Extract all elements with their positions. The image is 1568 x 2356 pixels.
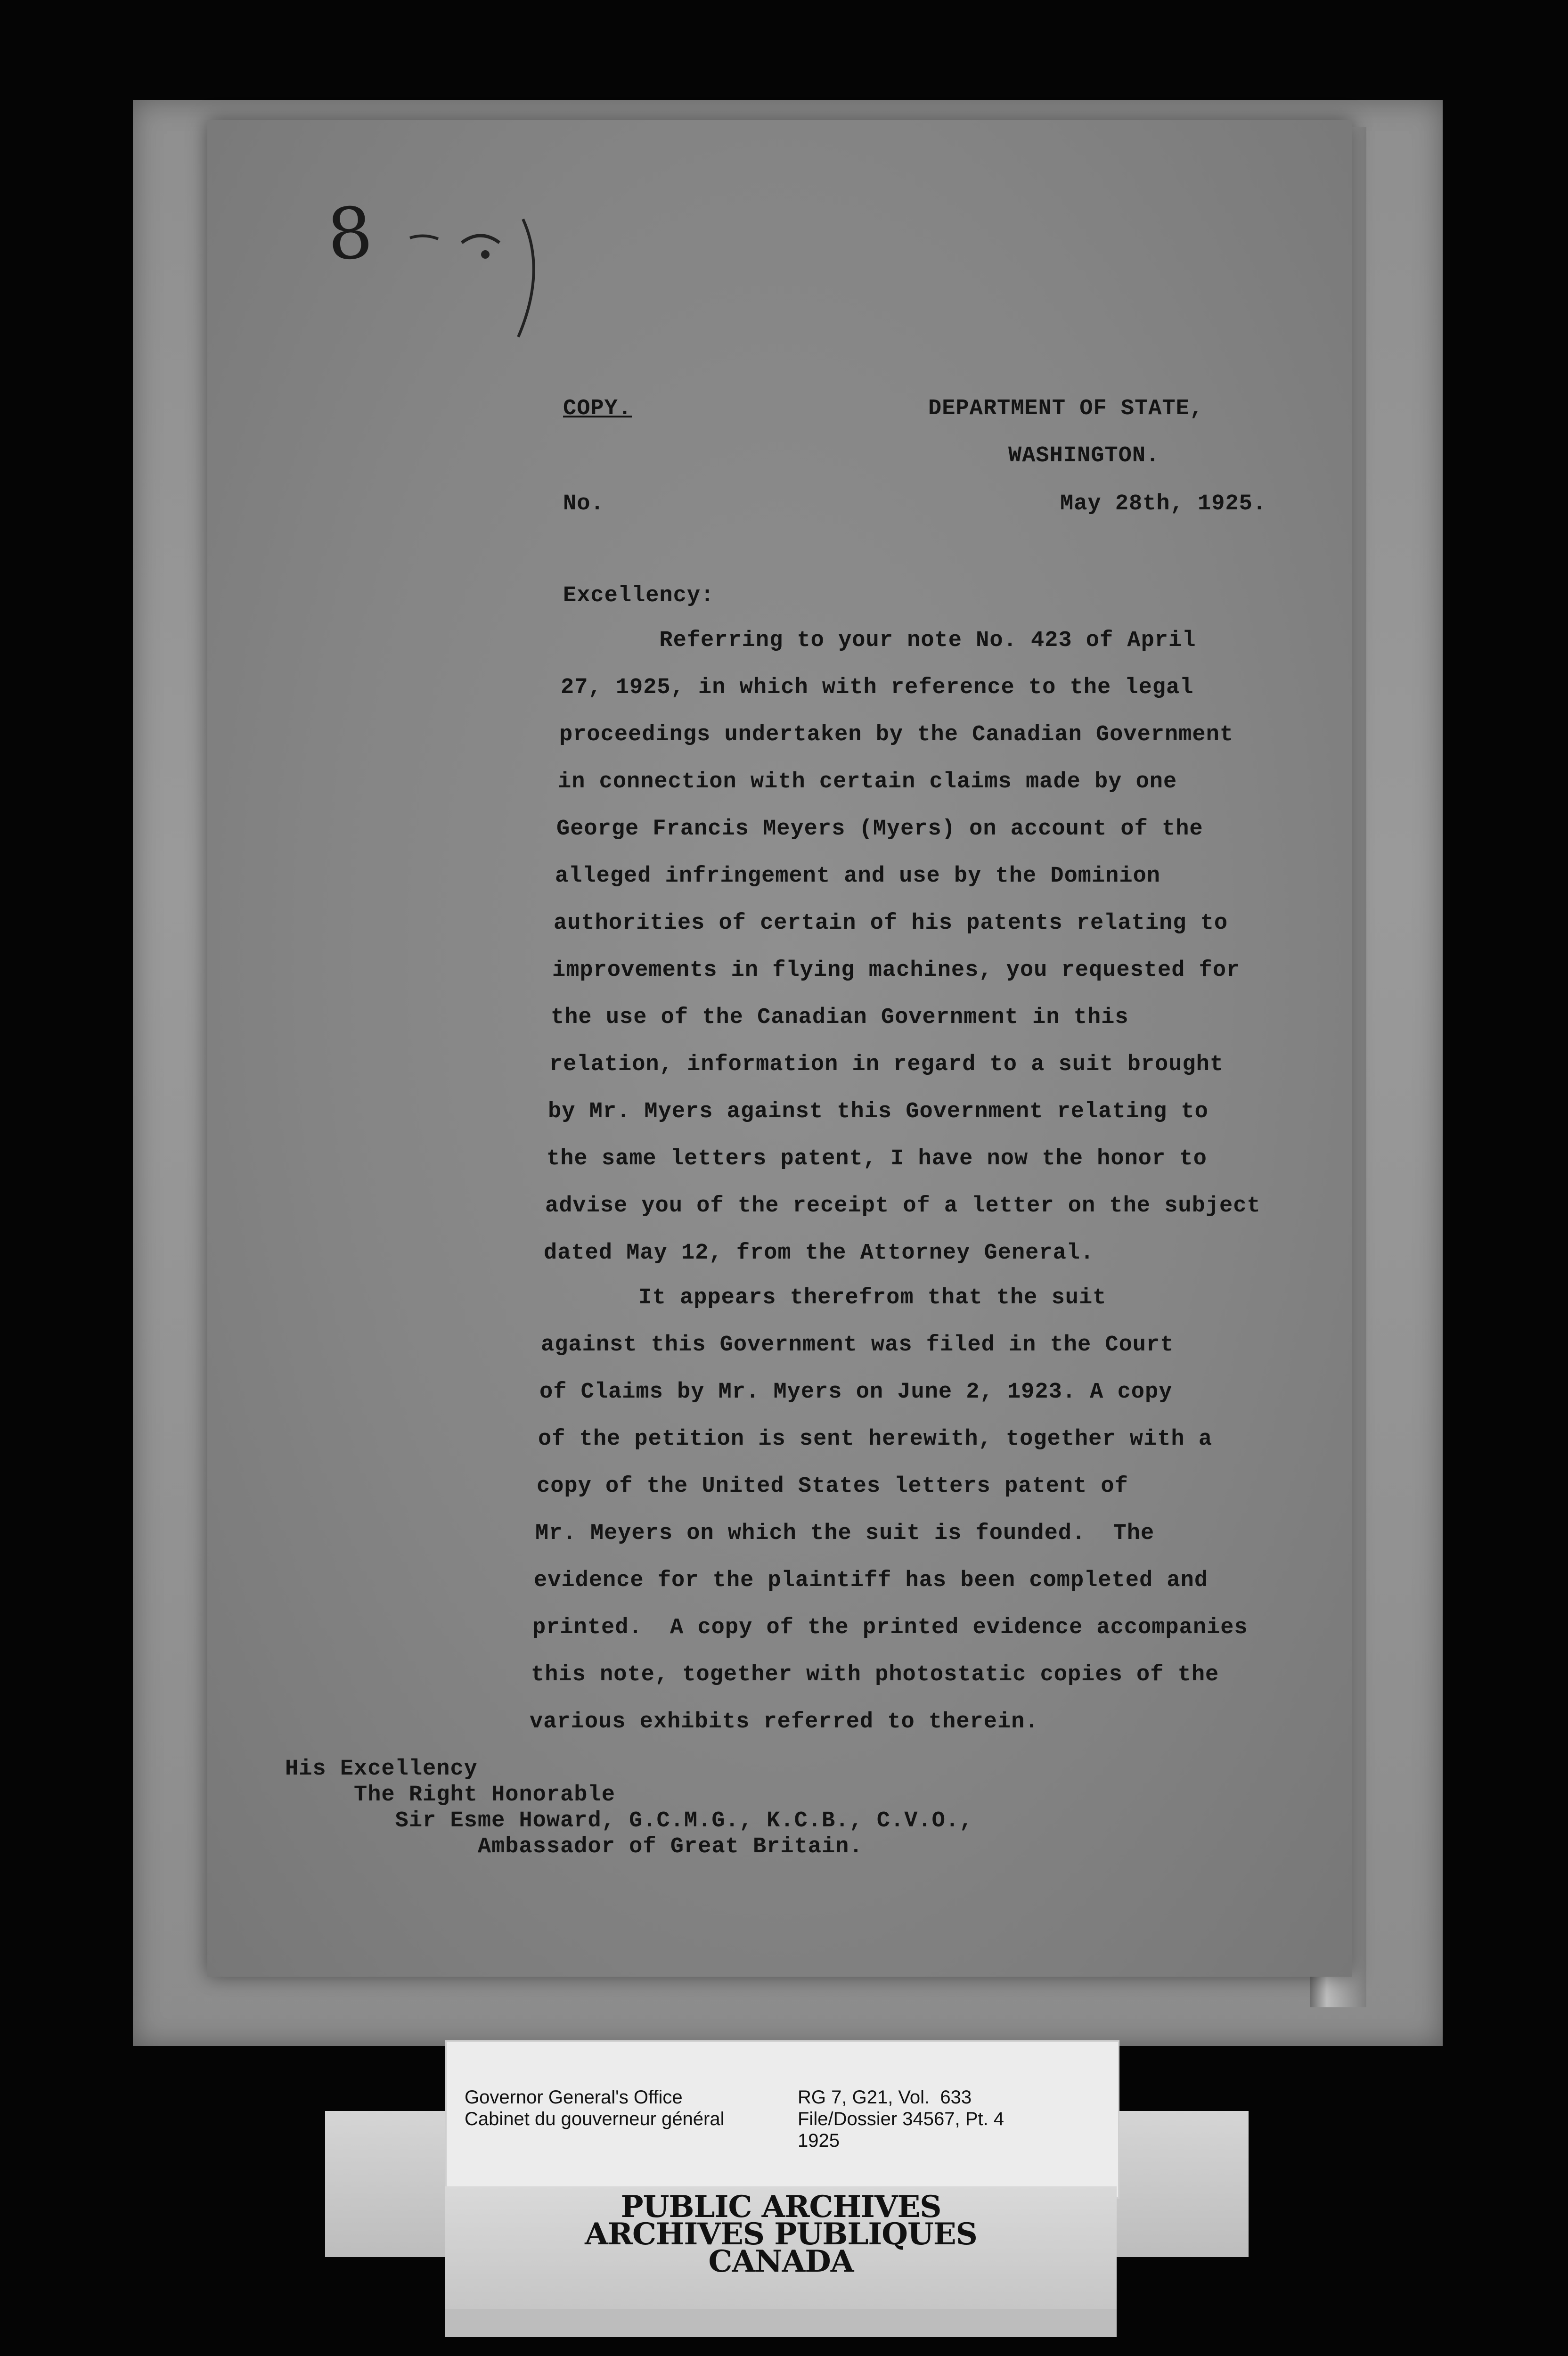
stamp-line-public-archives: PUBLIC ARCHIVES [621,2189,941,2225]
department-heading: DEPARTMENT OF STATE, [928,396,1204,421]
copy-label: COPY. [563,396,632,421]
body-line: Mr. Meyers on which the suit is founded. The [535,1521,1155,1546]
number-label: No. [563,491,604,516]
body-line: against this Government was filed in the Court [541,1333,1174,1358]
addressee-line: The Right Honorable [285,1783,615,1808]
city-heading: WASHINGTON. [1008,443,1160,468]
letter-date: May 28th, 1925. [1060,491,1267,516]
office-english: Governor General's Office [465,2087,683,2108]
body-line: the same letters patent, I have now the honor to [547,1146,1207,1171]
stamp-line-canada: CANADA [708,2244,854,2279]
body-line: copy of the United States letters patent of [537,1474,1128,1499]
body-line: of the petition is sent herewith, together with a [538,1427,1213,1452]
body-line: 27, 1925, in which with reference to the legal [561,675,1194,700]
body-line: advise you of the receipt of a letter on the subject [545,1194,1261,1219]
file-year: 1925 [798,2130,840,2151]
body-line: It appears therefrom that the suit [542,1285,1107,1310]
body-line: Referring to your note No. 423 of April [563,628,1196,653]
body-line: dated May 12, from the Attorney General. [544,1241,1094,1266]
stamp-line-archives-publiques: ARCHIVES PUBLIQUES [585,2217,977,2252]
body-line: evidence for the plaintiff has been completed and [534,1568,1209,1593]
office-french: Cabinet du gouverneur général [465,2109,725,2129]
archive-reference-card [445,2040,1119,2199]
salutation: Excellency: [563,583,715,608]
addressee-line: Ambassador of Great Britain. [285,1834,863,1859]
body-line: various exhibits referred to therein. [530,1710,1039,1734]
body-line: in connection with certain claims made by one [558,769,1177,794]
body-line: by Mr. Myers against this Government relating to [548,1099,1209,1124]
body-line: the use of the Canadian Government in this [551,1005,1129,1030]
body-line: proceedings undertaken by the Canadian Government [559,722,1234,747]
pencil-mark-icon [405,210,565,351]
file-reference: File/Dossier 34567, Pt. 4 [798,2109,1004,2129]
typed-letter-sheet [207,120,1352,1977]
body-line: this note, together with photostatic copies of the [531,1662,1219,1687]
addressee-line: Sir Esme Howard, G.C.M.G., K.C.B., C.V.O., [285,1808,973,1833]
archive-bottom-strip [445,2309,1117,2337]
body-line: of Claims by Mr. Myers on June 2, 1923. A copy [539,1380,1173,1405]
addressee-line: His Excellency [285,1757,478,1782]
body-line: printed. A copy of the printed evidence accompanies [532,1615,1248,1640]
folio-number: 8 [325,191,376,277]
body-line: George Francis Meyers (Myers) on account of the [556,817,1203,842]
body-line: alleged infringement and use by the Dominion [555,864,1161,889]
body-line: authorities of certain of his patents relating to [554,911,1228,936]
body-line: improvements in flying machines, you requested for [552,958,1241,983]
record-group-reference: RG 7, G21, Vol. 633 [798,2087,972,2108]
body-line: relation, information in regard to a suit brought [549,1052,1224,1077]
